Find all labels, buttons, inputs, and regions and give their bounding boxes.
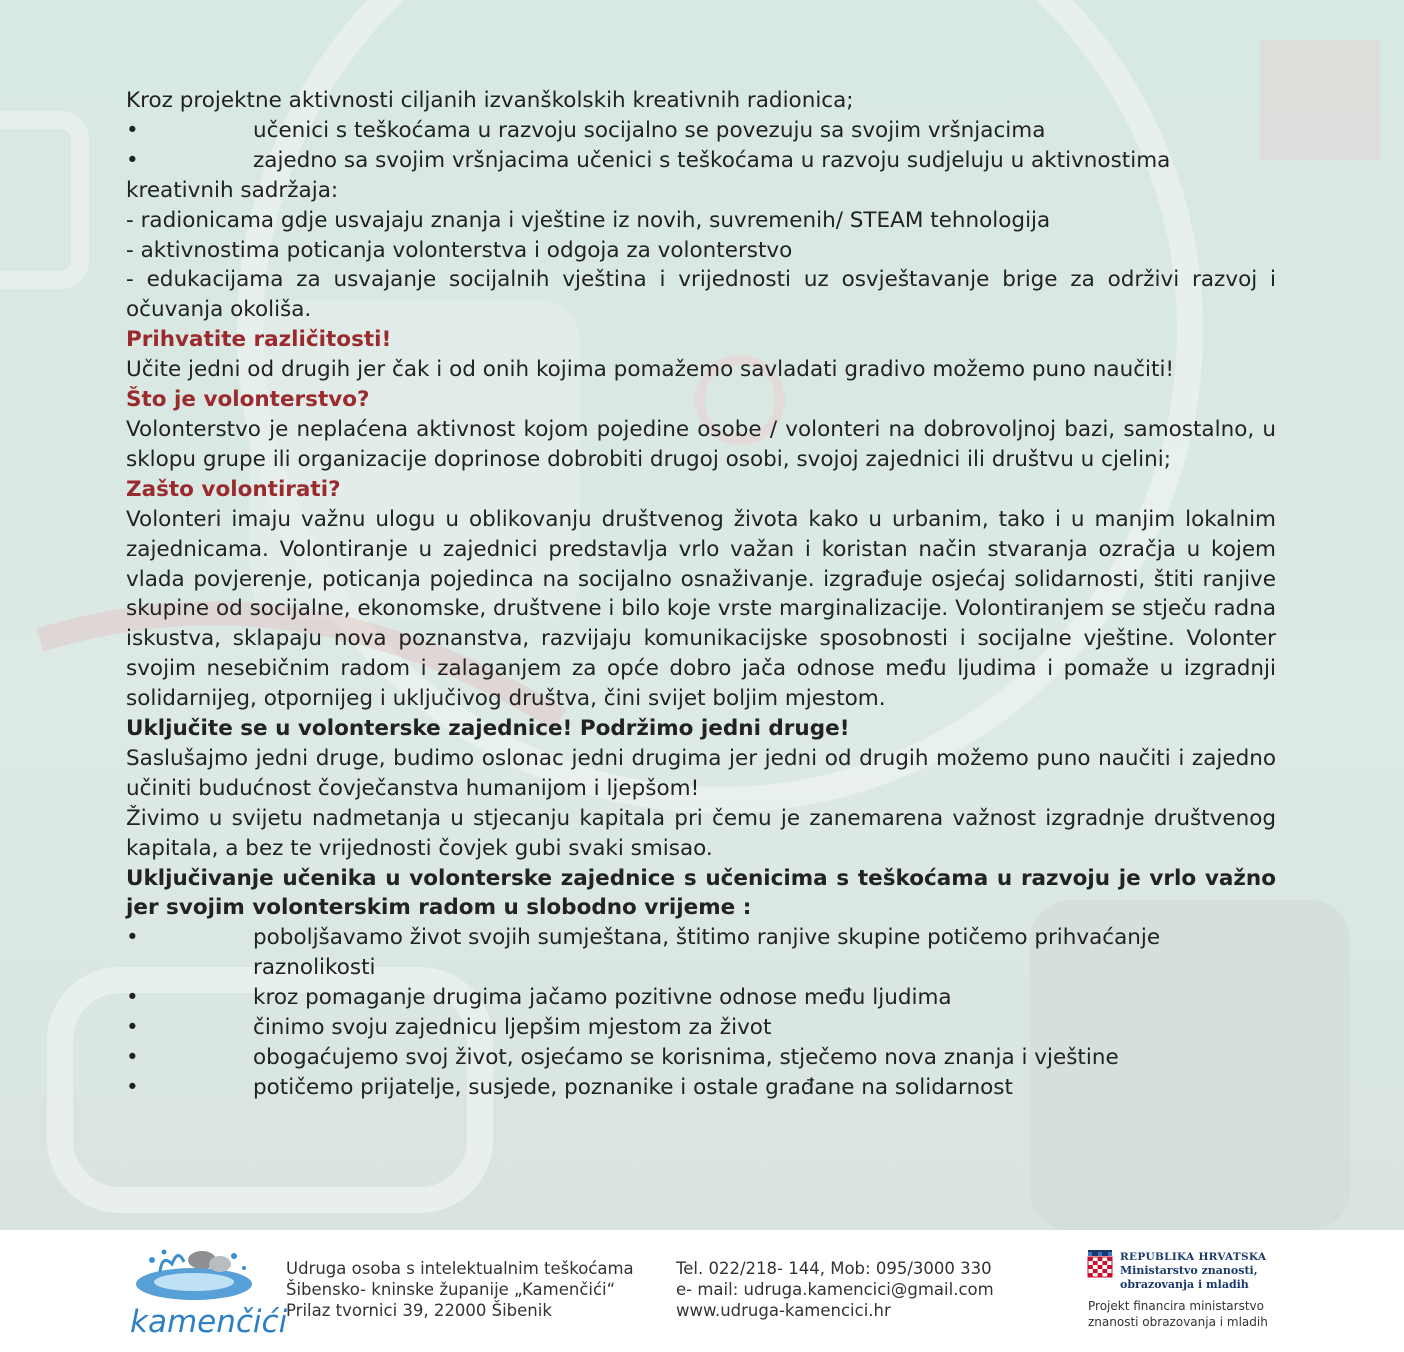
heading-diversity: Prihvatite različitosti! [126, 327, 392, 353]
list-item-text: obogaćujemo svoj život, osjećamo se korisnima, stječemo nova znanja i vještine [253, 1045, 1119, 1070]
list-item [126, 983, 1276, 1013]
bullet: • [126, 147, 139, 173]
list-item-text: zajedno sa svojim vršnjacima učenici s teškoćama u razvoju sudjeluju u aktivnostima [253, 147, 1171, 173]
intro-text: Kroz projektne aktivnosti ciljanih izvanškolskih kreativnih radionica; [126, 88, 854, 113]
heading-why-volunteer: Zašto volontirati? [126, 476, 341, 502]
paragraph-diversity: Učite jedni od drugih jer čak i od onih kojima pomažemo savladati gradivo možemo puno naučiti! [126, 357, 1175, 383]
bullet: • [126, 1015, 139, 1041]
main-content [126, 86, 1276, 1103]
funding-line: znanosti obrazovanja i mladih [1088, 1315, 1268, 1329]
logo-text: kamenčići [130, 1304, 288, 1340]
org-line: Prilaz tvornici 39, 22000 Šibenik [286, 1301, 552, 1320]
gov-country: REPUBLIKA HRVATSKA [1120, 1251, 1267, 1263]
kamencici-logo [122, 1238, 288, 1342]
list-item-text: poboljšavamo život svojih sumještana, štitimo ranjive skupine potičemo prihvaćanje raznolikosti [253, 925, 1161, 981]
org-line: Udruga osoba s intelektualnim teškoćama [286, 1259, 634, 1278]
list-item [126, 116, 1276, 146]
footer [0, 1230, 1404, 1352]
contact-line: www.udruga-kamencici.hr [676, 1301, 891, 1320]
bullet: • [126, 985, 139, 1011]
list-item-text: potičemo prijatelje, susjede, poznanike i ostale građane na solidarnost [253, 1074, 1013, 1100]
bullet: • [126, 117, 139, 143]
funding-line: Projekt financira ministarstvo [1088, 1299, 1264, 1313]
paragraph-listen: Saslušajmo jedni druge, budimo oslonac jedni drugima jer jedni od drugih možemo puno naučiti i zajedno učiniti budućnost čovječanstva humanijom i ljepšom! [126, 745, 1276, 801]
bullet: • [126, 925, 139, 951]
list-item-text: kroz pomaganje drugima jačamo pozitivne odnose među ljudima [253, 985, 952, 1011]
list-item [126, 146, 1276, 176]
contact-line: e- mail: udruga.kamencici@gmail.com [676, 1280, 994, 1299]
bullet: • [126, 1074, 139, 1100]
heading-inclusion: Uključivanje učenika u volonterske zajednice s učenicima s teškoćama u razvoju je vrlo važno jer svojim volonterskim radom u slobodno vrijeme : [126, 865, 1276, 921]
funding-note [1088, 1298, 1288, 1330]
croatian-coat-of-arms-icon [1088, 1250, 1112, 1284]
organization-info [286, 1258, 634, 1321]
list-item [126, 1043, 1276, 1073]
heading-what-is-volunteering: Što je volonterstvo? [126, 387, 370, 413]
org-line: Šibensko- kninske županije „Kamenčići“ [286, 1280, 616, 1299]
gov-ministry-line: Ministarstvo znanosti, [1120, 1264, 1258, 1277]
ministry-block [1088, 1250, 1288, 1330]
list-item-text: činimo svoju zajednicu ljepšim mjestom za život [253, 1015, 772, 1041]
list-item [126, 1013, 1276, 1043]
paragraph-what-is-volunteering: Volonterstvo je neplaćena aktivnost kojom pojedine osobe / volonteri na dobrovoljnoj bazi, samostalno, u sklopu grupe ili organizacije doprinose dobrobiti drugoj osobi, svojoj zajednici ili društvu u cjelini; [126, 416, 1276, 472]
heading-join: Uključite se u volonterske zajednice! Podržimo jedni druge! [126, 716, 850, 742]
dash-item: - radionicama gdje usvajaju znanja i vještine iz novih, suvremenih/ STEAM tehnologija [126, 207, 1051, 233]
dash-item: - aktivnostima poticanja volonterstva i odgoja za volonterstvo [126, 237, 793, 263]
paragraph-capital: Živimo u svijetu nadmetanja u stjecanju kapitala pri čemu je zanemarena važnost izgradnje društvenog kapitala, a bez te vrijednosti čovjek gubi svaki smisao. [126, 805, 1276, 861]
contact-info [676, 1258, 994, 1321]
list-continuation: kreativnih sadržaja: [126, 177, 339, 203]
paragraph-why-volunteer: Volonteri imaju važnu ulogu u oblikovanju društvenog života kako u urbanim, tako i u manjim lokalnim zajednicama. Volontiranje u zajednici predstavlja vrlo važan i koristan način stvaranja ozračja u kojem vlada povjerenje, poticanja pojedinca na socijalno osnaživanje. izgrađuje osjećaj solidarnosti, štiti ranjive skupine od socijalne, ekonomske, društvene i bilo koje vrste marginalizacije. Volontiranjem se stječu radna iskustva, sklapaju nova poznanstva, razvijaju komunikacijske sposobnosti i socijalne vještine. Volonter svojim nesebičnim radom i zalaganjem za opće dobro jača odnose među ljudima i pomaže u izgradnji solidarnijeg, otpornijeg i uključivog društva, čini svijet boljim mjestom. [126, 506, 1276, 712]
dash-item: - edukacijama za usvajanje socijalnih vještina i vrijednosti uz osvještavanje brige za održivi razvoj i očuvanja okoliša. [126, 267, 1276, 323]
bullet: • [126, 1045, 139, 1070]
list-item [126, 1073, 1276, 1103]
list-item-text: učenici s teškoćama u razvoju socijalno se povezuju sa svojim vršnjacima [253, 117, 1046, 143]
list-item [126, 923, 1276, 983]
gov-ministry-line: obrazovanja i mladih [1120, 1278, 1249, 1291]
contact-line: Tel. 022/218- 144, Mob: 095/3000 330 [676, 1259, 992, 1278]
